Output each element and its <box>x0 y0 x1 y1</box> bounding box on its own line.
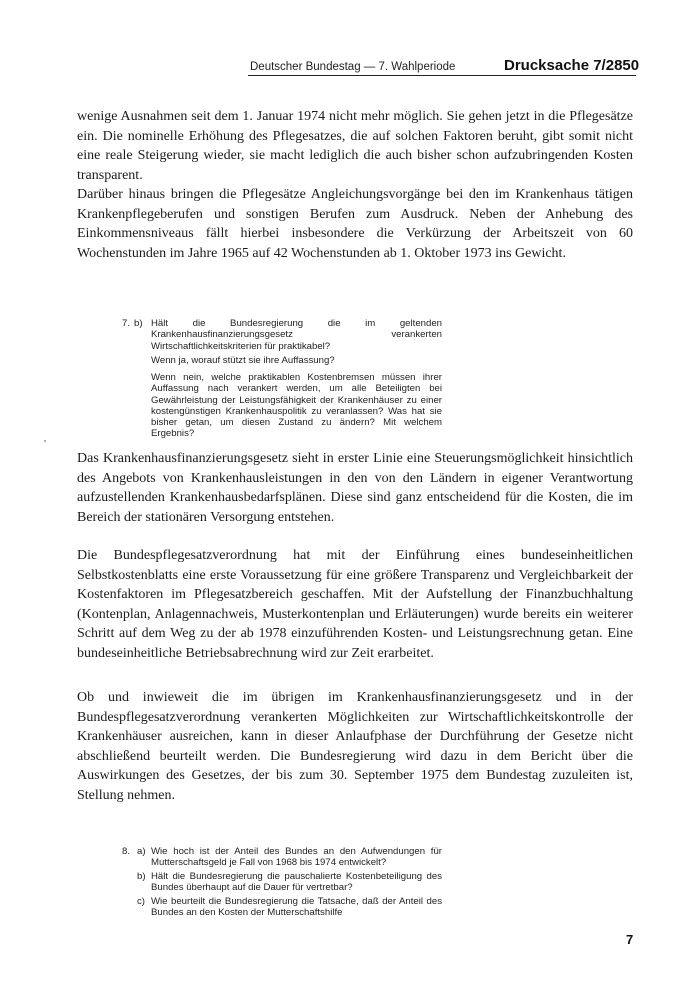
question-8b-letter: b) <box>137 871 146 882</box>
question-8c-letter: c) <box>137 896 145 907</box>
question-7-text: Hält die Bundesregierung die im geltenden Krankenhausfinanzierungsgesetz verankerten Wirtschaftlichkeitskriterien für praktikabel? <box>151 318 442 352</box>
question-7-letter: b) <box>134 318 143 329</box>
header-rule <box>248 75 636 76</box>
paragraph-4: Die Bundespflegesatzverordnung hat mit der Einführung eines bundeseinheitlichen Selbstkostenblatts eine erste Voraussetzung für eine größere Transparenz und Vergleichbarkeit der Kostenfaktoren im Pflegesatzbereich geschaffen. Mit der Aufstellung der Finanzbuchhaltung (Kontenplan, Anlagennachweis, Musterkontenplan und Erläuterungen) wurde bereits ein weiterer Schritt auf dem Weg zu der ab 1978 einzuführenden Kosten- und Leistungsrechnung getan. Eine bundeseinheitliche Betriebsabrechnung wird zur Zeit erarbeitet. <box>77 548 633 661</box>
scan-speck <box>44 440 46 442</box>
paragraph-3: Das Krankenhausfinanzierungsgesetz sieht in erster Linie eine Steuerungsmöglichkeit hinsichtlich des Angebots von Krankenhausleistungen in den von den Ländern in eigener Verantwortung aufzustellenden Krankenhausbedarfsplänen. Diese sind ganz entscheidend für die Kosten, die im Bereich der stationären Versorgung entstehen. <box>77 451 633 525</box>
question-8a-letter: a) <box>137 846 146 857</box>
paragraph-5: Ob und inwieweit die im übrigen im Krankenhausfinanzierungsgesetz und in der Bundespflegesatzverordnung verankerten Möglichkeiten zur Wirtschaftlichkeitskontrolle der Krankenhäuser ausreichen, kann in dieser Anlaufphase der Durchführung der Gesetze nicht abschließend beurteilt werden. Die Bundesregierung wird dazu in dem Bericht über die Auswirkungen des Gesetzes, der bis zum 30. September 1975 dem Bundestag zuzuleiten ist, Stellung nehmen. <box>77 690 633 803</box>
question-7-sub-1: Wenn ja, worauf stützt sie ihre Auffassung? <box>151 355 335 366</box>
question-8-number: 8. <box>122 846 131 857</box>
question-7-number: 7. <box>122 318 131 329</box>
header-period: Deutscher Bundestag — 7. Wahlperiode <box>250 61 456 73</box>
question-8b-text: Hält die Bundesregierung die pauschalierte Kostenbeteiligung des Bundes überhaupt auf die Dauer für vertretbar? <box>151 871 442 894</box>
question-8a-text: Wie hoch ist der Anteil des Bundes an den Aufwendungen für Mutterschaftsgeld je Fall von 1968 bis 1974 entwickelt? <box>151 846 442 869</box>
question-7-sub-2: Wenn nein, welche praktikablen Kostenbremsen müssen ihrer Auffassung nach verankert werden, um alle Beteiligten bei Gewährleistung der Leistungsfähigkeit der Krankenhäuser zu einer kostengünstigen Krankenhauspolitik zu veranlassen? Was hat sie bisher getan, um diesen Zustand zu ändern? Mit welchem Ergebnis? <box>151 372 442 440</box>
paragraph-2: Darüber hinaus bringen die Pflegesätze Angleichungsvorgänge bei den im Krankenhaus tätigen Krankenpflegeberufen und sonstigen Berufen zum Ausdruck. Neben der Anhebung des Einkommensniveaus fällt hierbei insbesondere die Verkürzung der Arbeitszeit von 60 Wochenstunden im Jahre 1965 auf 42 Wochenstunden ab 1. Oktober 1973 ins Gewicht. <box>77 187 633 261</box>
header-drucksache: Drucksache 7/2850 <box>504 57 640 74</box>
question-8c-text: Wie beurteilt die Bundesregierung die Tatsache, daß der Anteil des Bundes an den Kosten der Mutterschaftshilfe <box>151 896 442 919</box>
paragraph-1: wenige Ausnahmen seit dem 1. Januar 1974 nicht mehr möglich. Sie gehen jetzt in die Pflegesätze ein. Die nominelle Erhöhung des Pflegesatzes, die auf solchen Faktoren beruht, gibt somit nicht eine reale Steigerung wieder, sie macht lediglich die auch bisher schon aufzubringenden Kosten transparent. <box>77 109 633 183</box>
page-number: 7 <box>626 932 634 947</box>
